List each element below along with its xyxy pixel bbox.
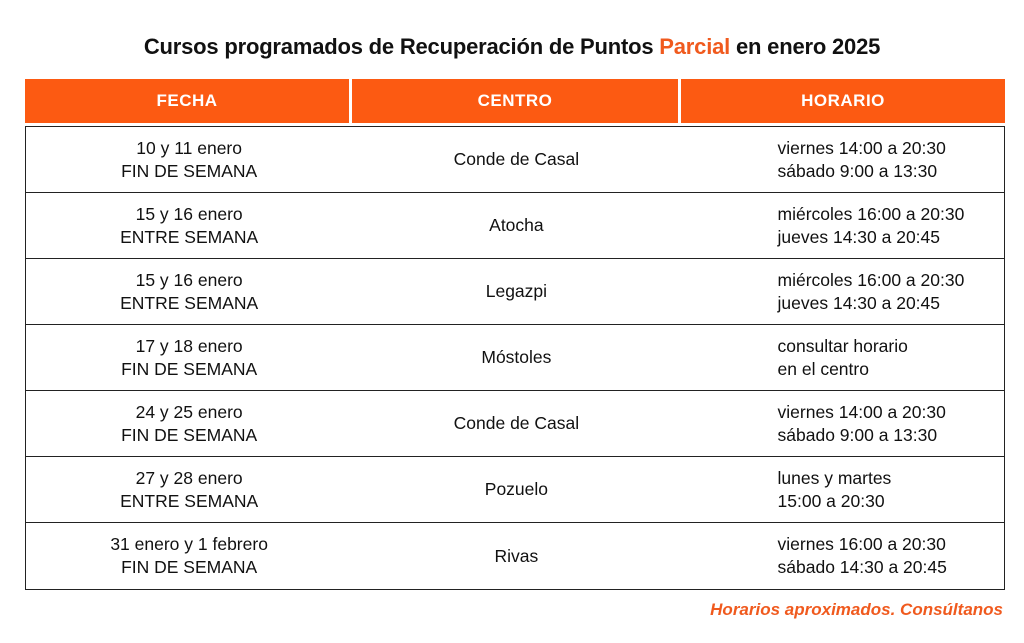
fecha-cell — [26, 193, 352, 258]
horario-line-1: miércoles 16:00 a 20:30 — [777, 269, 965, 290]
table-row — [26, 391, 1004, 457]
centro-cell: Conde de Casal — [453, 149, 580, 169]
fecha-cell — [26, 391, 352, 456]
title-suffix: en enero 2025 — [730, 34, 881, 59]
header-centro: CENTRO — [352, 79, 678, 123]
centro-cell: Legazpi — [485, 281, 548, 301]
horario-cell — [681, 457, 1004, 522]
centro-cell: Conde de Casal — [453, 413, 580, 433]
table-row — [26, 259, 1004, 325]
horario-line-2: 15:00 a 20:30 — [777, 490, 885, 511]
horario-cell — [681, 193, 1004, 258]
fecha-type: FIN DE SEMANA — [121, 358, 258, 379]
table-row — [26, 325, 1004, 391]
horario-line-1: viernes 16:00 a 20:30 — [777, 534, 946, 554]
fecha-cell — [26, 325, 352, 390]
fecha-cell — [26, 523, 352, 589]
horario-line-2: sábado 14:30 a 20:45 — [777, 557, 947, 577]
centro-cell: Pozuelo — [484, 479, 549, 499]
fecha-type: ENTRE SEMANA — [120, 292, 259, 313]
horario-line-1: lunes y martes — [777, 467, 892, 488]
fecha-cell — [26, 259, 352, 324]
fecha-type: FIN DE SEMANA — [121, 557, 258, 577]
horario-cell — [681, 127, 1004, 192]
horario-line-1: viernes 14:00 a 20:30 — [777, 137, 946, 158]
fecha-type: ENTRE SEMANA — [120, 490, 259, 511]
header-horario: HORARIO — [681, 79, 1005, 123]
title-prefix: Cursos programados de Recuperación de Puntos — [143, 34, 660, 59]
table-body — [25, 126, 1005, 590]
fecha-dates: 15 y 16 enero — [135, 269, 243, 290]
fecha-dates: 24 y 25 enero — [135, 401, 243, 422]
horario-line-1: miércoles 16:00 a 20:30 — [777, 203, 965, 224]
centro-cell: Rivas — [494, 545, 539, 566]
fecha-dates: 17 y 18 enero — [135, 335, 243, 356]
horario-cell — [681, 391, 1004, 456]
fecha-cell — [26, 457, 352, 522]
fecha-dates: 31 enero y 1 febrero — [110, 534, 268, 554]
page-title — [0, 34, 1024, 60]
fecha-cell — [26, 127, 352, 192]
fecha-dates: 27 y 28 enero — [135, 467, 243, 488]
horario-line-1: viernes 14:00 a 20:30 — [777, 401, 946, 422]
centro-cell: Atocha — [489, 215, 544, 235]
horario-line-1: consultar horario — [777, 335, 908, 356]
table-row — [26, 457, 1004, 523]
schedule-table — [25, 79, 1005, 590]
fecha-type: FIN DE SEMANA — [121, 424, 258, 445]
centro-cell: Móstoles — [481, 347, 552, 367]
fecha-dates: 15 y 16 enero — [135, 203, 243, 224]
fecha-type: FIN DE SEMANA — [121, 160, 258, 181]
table-row — [26, 523, 1004, 589]
horario-cell — [681, 325, 1004, 390]
horario-line-2: sábado 9:00 a 13:30 — [777, 160, 938, 181]
horario-cell — [681, 259, 1004, 324]
table-header — [25, 79, 1005, 123]
fecha-dates: 10 y 11 enero — [136, 137, 242, 158]
horario-cell — [681, 523, 1004, 589]
horario-line-2: en el centro — [777, 358, 869, 379]
fecha-type: ENTRE SEMANA — [120, 226, 259, 247]
table-row — [26, 193, 1004, 259]
title-accent: Parcial — [659, 34, 731, 59]
table-row — [26, 127, 1004, 193]
horario-line-2: jueves 14:30 a 20:45 — [777, 226, 941, 247]
footnote: Horarios aproximados. Consúltanos — [710, 600, 1003, 619]
header-fecha: FECHA — [25, 79, 349, 123]
horario-line-2: jueves 14:30 a 20:45 — [777, 292, 941, 313]
horario-line-2: sábado 9:00 a 13:30 — [777, 424, 938, 445]
